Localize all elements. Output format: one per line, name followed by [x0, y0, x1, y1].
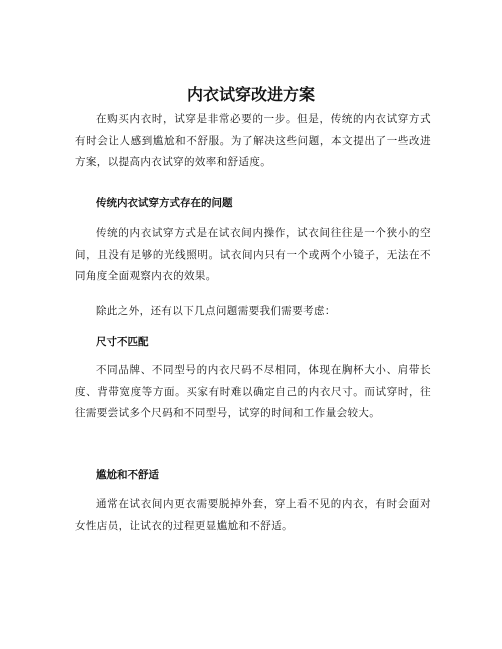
- section-paragraph-traditional: 传统的内衣试穿方式是在试衣间内操作，试衣间往往是一个狭小的空间，且没有足够的光线照明。试衣间内只有一个或两个小镜子，无法在不同角度全面观察内衣的效果。: [75, 227, 431, 282]
- paragraph-embarrassment: 通常在试衣间内更衣需要脱掉外套，穿上看不见的内衣，有时会面对女性店员，让试衣的过程更显尴尬和不舒适。: [75, 498, 431, 532]
- paragraph-size-mismatch: 不同品牌、不同型号的内衣尺码不尽相同，体现在胸杯大小、肩带长度、背带宽度等方面。买家有时难以确定自己的内衣尺寸。而试穿时，往往需要尝试多个尺码和不同型号，试穿的时间和工作量会较大。: [75, 364, 431, 419]
- subheading-embarrassment: 尴尬和不舒适: [96, 469, 159, 481]
- document-title: 内衣试穿改进方案: [186, 85, 315, 104]
- section-heading-problems: 传统内衣试穿方式存在的问题: [96, 197, 233, 209]
- subheading-size-mismatch: 尺寸不匹配: [96, 336, 149, 348]
- section-paragraph-additional: 除此之外，还有以下几点问题需要我们需要考虑：: [96, 305, 336, 317]
- intro-paragraph: 在购买内衣时，试穿是非常必要的一步。但是，传统的内衣试穿方式有时会让人感到尴尬和不舒服。为了解决这些问题，本文提出了一些改进方案，以提高内衣试穿的效率和舒适度。: [75, 113, 431, 168]
